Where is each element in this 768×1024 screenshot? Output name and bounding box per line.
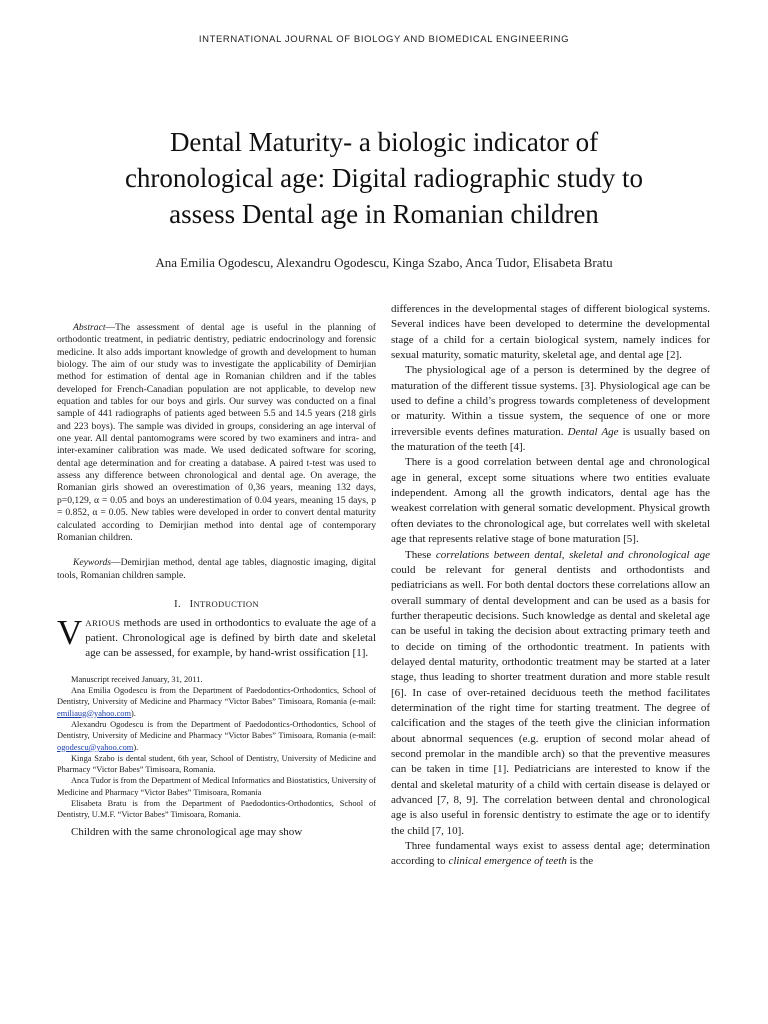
body-emphasis: correlations between dental, skeletal and chronological age	[435, 548, 711, 561]
body-paragraph	[391, 839, 710, 870]
footnote-text: ).	[133, 742, 139, 752]
body-paragraph-start: Children with the same chronological age may show	[71, 825, 303, 838]
title-line: chronological age: Digital radiographic study to	[124, 163, 644, 193]
footnote-author	[57, 719, 376, 753]
section-heading-introduction	[57, 597, 376, 612]
footnote-received: Manuscript received January, 31, 2011.	[71, 674, 203, 684]
footnote-author: Anca Tudor is from the Department of Medical Informatics and Biostatistics, University of Medicine and Pharmacy “Victor Babes” Timisoara, Romania	[57, 776, 376, 797]
right-column	[391, 302, 710, 870]
intro-paragraph	[57, 612, 376, 662]
journal-header: INTERNATIONAL JOURNAL OF BIOLOGY AND BIOMEDICAL ENGINEERING	[198, 34, 570, 45]
body-text: is the	[566, 855, 594, 868]
email-link[interactable]: ogodescu@yahoo.com	[57, 742, 134, 752]
body-paragraph	[391, 363, 710, 455]
body-paragraph	[391, 548, 710, 840]
abstract	[57, 322, 376, 544]
intro-smallcaps: ARIOUS	[85, 617, 121, 628]
paper-title	[60, 124, 708, 232]
left-column	[57, 322, 376, 851]
footnote-text: ).	[131, 708, 136, 718]
body-paragraph: differences in the developmental stages of different biological systems. Several indices have been developed to determine the developmental stage of a child for a certain biological system, namely indices for sexual maturity, somatic maturity, skeletal age, and dental age [2].	[391, 303, 710, 362]
footnote-text: Ana Emilia Ogodescu is from the Department of Paedodontics-Orthodontics, School of Dentistry, University of Medicine and Pharmacy “Victor Babes” Timisoara, Romania (e-mail:	[57, 686, 376, 707]
section-numeral: I.	[174, 598, 181, 610]
body-text: could be relevant for general dentists and orthodontists and pediatricians as well. For both dental doctors these correlations allow an overall summary of dental development and can be used as a basis for further therapeutic decisions. Such knowledge as dental and skeletal age can be useful in taking the decision about extracting primary teeth and to decide on timing of the orthodontic treatment. In patients with delayed dental maturity, orthodontic treatment may be started at a later stage, thus leading to shorter treatment duration and more stable result [6]. In case of over-retained deciduous teeth the method facilitates determination of the right time for starting treatment. The degree of calcification and the stages of the teeth give the clinician information about abnormal sequences (e.g. eruption of second molar ahead of second premolar in the mandible arch) so that the preventive measures can be taken in time [1]. Pediatricians are interested to know if the dental and skeletal maturity of a child with certain disease is delayed or advanced [7, 8, 9]. The correlation between dental and chronological age is also useful in forensic dentistry to estimate the age or to identify the child [7, 10].	[391, 563, 710, 837]
title-line: assess Dental age in Romanian children	[169, 199, 599, 229]
title-line: Dental Maturity- a biologic indicator of	[169, 127, 599, 157]
body-text: The physiological age of a person is determined by the degree of maturation of the different tissue systems. [3]. Physiological age can be used to define a child’s progress towards completeness of development or maturity. Within a tissue system, the sequence of one or more irreversible events defines maturation.	[391, 364, 710, 438]
body-emphasis: clinical emergence of teeth	[448, 855, 567, 868]
email-link[interactable]: emiliaug@yahoo.com	[57, 708, 131, 718]
footnote-author	[57, 685, 376, 719]
section-title-rest: NTRODUCTION	[193, 598, 259, 609]
keywords	[57, 557, 376, 582]
section-title-initial: I	[189, 598, 194, 610]
body-paragraph: There is a good correlation between dental age and chronological age in general, except some situations where two entities evaluate independent. Among all the growth indicators, dental age has the weakest correlation with general somatic development. Physical growth often deviates to the chronological age, but correlates well with skeletal age that represents relative stage of bone maturation [5].	[391, 456, 710, 546]
abstract-text: —The assessment of dental age is useful in the planning of orthodontic treatment, in pediatric dentistry, pediatric endocrinology and forensic medicine. It also adds important knowledge of growth and development to human biology. The aim of our study was to investigate the applicability of Demirjian method for estimation of dental age in Romanian children and if the tables developed for French-Canadian population are not applicable, to develop new equation and tables for our boys and girls. Our survey was conducted on a final sample of 441 radiographs of patients aged between 5.5 and 14.5 years (218 girls and 223 boys). The sample was divided in groups, considering an age interval of one year. All dental pantomograms were scored by two examiners and intra- and inter-examiner calibration was made. We used dedicated software for scoring, dental age determination and for creating a database. A paired t-test was used to assess any difference between chronological and dental age. On average, the Romanian girls showed an overestimation of 0,36 years, meaning 132 days, p=0,129, α = 0.05 and boys an underestimation of 0.04 years, meaning 15 days, p = 0.852, α = 0.05. New tables were developed in order to convert dental maturity calculated according to Demirjian method into dental age of contemporary Romanian children.	[57, 322, 376, 543]
intro-text: methods are used in orthodontics to evaluate the age of a patient. Chronological age is defined by birth date and skeletal age can be assessed, for example, by hand-wrist ossification [1].	[85, 616, 376, 660]
footnote-text: Alexandru Ogodescu is from the Department of Paedodontics-Orthodontics, School of Dentistry, University of Medicine and Pharmacy “Victor Babes” Timisoara, Romania (e-mail:	[57, 719, 376, 741]
footnote-author: Kinga Szabo is dental student, 6th year, School of Dentistry, University of Medicine and Pharmacy “Victor Babes” Timisoara, Romania.	[57, 753, 376, 775]
keywords-text: —Demirjian method, dental age tables, diagnostic imaging, digital tools, Romanian children sample.	[57, 557, 376, 581]
body-text: Three fundamental ways exist to assess dental age; determination according to	[391, 840, 710, 868]
footnotes	[57, 674, 376, 821]
footnote-author: Elisabeta Bratu is from the Department of Paedodontics-Orthodontics, School of Dentistry, U.M.F. “Victor Babes” Timisoara, Romania.	[57, 799, 376, 820]
drop-cap: V	[57, 612, 83, 652]
keywords-label: Keywords	[73, 557, 112, 569]
body-emphasis: Dental Age	[567, 425, 619, 438]
body-text: These	[405, 548, 436, 561]
author-list: Ana Emilia Ogodescu, Alexandru Ogodescu, Kinga Szabo, Anca Tudor, Elisabeta Bratu	[155, 255, 613, 270]
abstract-label: Abstract	[73, 322, 106, 333]
body-text: is usually based on the maturation of the teeth [4].	[391, 425, 710, 454]
